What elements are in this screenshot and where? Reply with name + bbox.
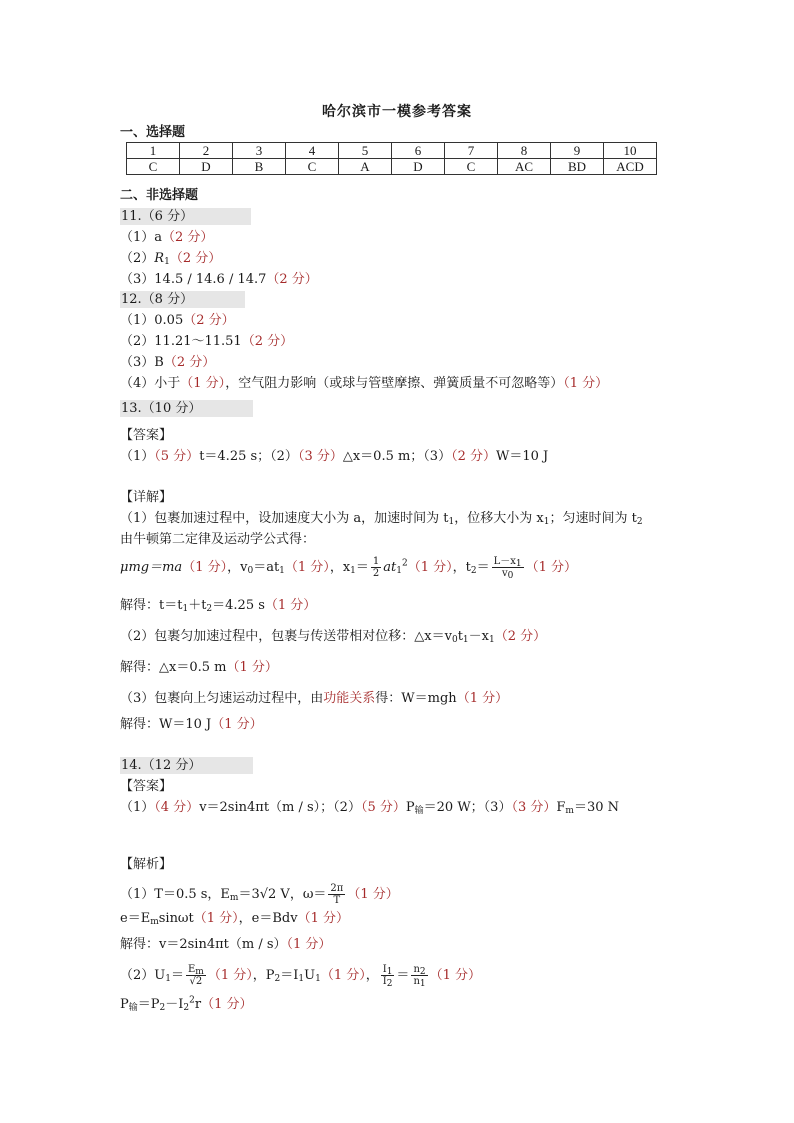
answer-cell: AC (498, 159, 551, 175)
q13-answer-label: 【答案】 (120, 428, 173, 443)
q13-solution3: 解得：W＝10 J（1 分） (120, 717, 263, 732)
q14-analysis-line4: $(2)U_1=$ $\frac{E_m}{√2}$ （1 分），$P_2=I_1U_1(1$ 分）， $\frac{I_1}{I_2}$ ＝ $\frac{n_2}{n_1}$ （1 分） (120, 964, 482, 989)
q14-analysis-line2: $e=E_m\sin\omega t(1$ 分），e＝Bdv（1 分） (120, 911, 349, 927)
q13-detail-line2: 由牛顿第二定律及运动学公式得： (120, 532, 316, 547)
answer-cell: D (392, 159, 445, 175)
q12-part3: （3）B（2 分） (120, 355, 216, 370)
answer-cell: ACD (604, 159, 657, 175)
question-number-cell: 3 (233, 143, 286, 159)
q12-part4: （4）小于（1 分），空气阻力影响（或球与管壁摩擦、弹簧质量不可忽略等）（1 分） (120, 376, 609, 391)
q13-solution1: 解得：$t=t_1+t_2=4.25$ s（1 分） (120, 598, 317, 614)
q13-equations: μmg＝ma（1 分），$v_0=at_1(1$ 分），$x_1=$ $\frac{1}{2}$ $at_1^2(1$ 分），$t_2=$ $\frac{L-x_1}{v_0}$ （1 分） (120, 556, 578, 581)
question-number-cell: 1 (127, 143, 180, 159)
q14-analysis-line3: 解得：v＝2sin4πt（m / s）（1 分） (120, 937, 332, 952)
q14-answer-label: 【答案】 (120, 779, 173, 794)
q13-part2: （2）包裹匀加速过程中，包裹与传送带相对位移：$\triangle x=v_0t_1-x_1(2$ 分） (120, 629, 547, 645)
q11-part3: （3）14.5 / 14.6 / 14.7（2 分） (120, 272, 318, 287)
answer-row (127, 159, 657, 175)
q13-header: 13.（10 分） (120, 400, 253, 418)
answer-cell: C (445, 159, 498, 175)
q12-part2: （2）11.21～11.51（2 分） (120, 334, 294, 349)
q14-header: 14.（12 分） (120, 757, 253, 775)
question-number-cell: 6 (392, 143, 445, 159)
q13-part3: （3）包裹向上匀速运动过程中，由功能关系得：W＝mgh（1 分） (120, 691, 509, 706)
question-number-cell: 7 (445, 143, 498, 159)
q11-header: 11.（6 分） (120, 208, 251, 226)
q14-analysis-line1: （1）T＝0.5 s，$E_m=3√2$ V，ω＝ $\frac{2\pi}{T}$ （1 分） (120, 883, 399, 906)
q14-answer-line: （1）（4 分）v＝2sin4πt（m / s）；（2）（5 分）$P_输=20$ W；（3）（3 分）$F_m=30$ N (120, 800, 619, 816)
choice-answer-table (126, 142, 657, 175)
q13-detail-label: 【详解】 (120, 490, 173, 505)
question-number-cell: 5 (339, 143, 392, 159)
question-number-cell: 4 (286, 143, 339, 159)
q14-analysis-label: 【解析】 (120, 857, 173, 872)
answer-cell: C (127, 159, 180, 175)
question-number-cell: 8 (498, 143, 551, 159)
q13-detail-line1: （1）包裹加速过程中，设加速度大小为 a，加速时间为 $t_1$，位移大小为 $x_1$；匀速时间为 $t_2$ (120, 511, 643, 527)
q12-part1: （1）0.05（2 分） (120, 313, 235, 328)
q13-solution2: 解得：△x＝0.5 m（1 分） (120, 660, 278, 675)
question-number-cell: 2 (180, 143, 233, 159)
q11-part2: $(2)R_1(2$ 分） (120, 251, 222, 267)
q12-header: 12.（8 分） (120, 291, 245, 309)
q14-analysis-line5: $P_输=P_2-I_2^2r(1$ 分） (120, 995, 253, 1013)
q13-answer-line: （1）（5 分）t＝4.25 s；（2）（3 分）△x＝0.5 m；（3）（2 分）W＝10 J (120, 449, 549, 464)
q11-part1: （1）a（2 分） (120, 230, 214, 245)
question-number-row (127, 143, 657, 159)
answer-cell: BD (551, 159, 604, 175)
section-choice-heading: 一、选择题 (120, 125, 186, 140)
question-number-cell: 9 (551, 143, 604, 159)
section-nonchoice-heading: 二、非选择题 (120, 188, 199, 203)
question-number-cell: 10 (604, 143, 657, 159)
answer-cell: A (339, 159, 392, 175)
answer-cell: B (233, 159, 286, 175)
answer-cell: C (286, 159, 339, 175)
page-title: 哈尔滨市一模参考答案 (322, 104, 472, 120)
answer-cell: D (180, 159, 233, 175)
